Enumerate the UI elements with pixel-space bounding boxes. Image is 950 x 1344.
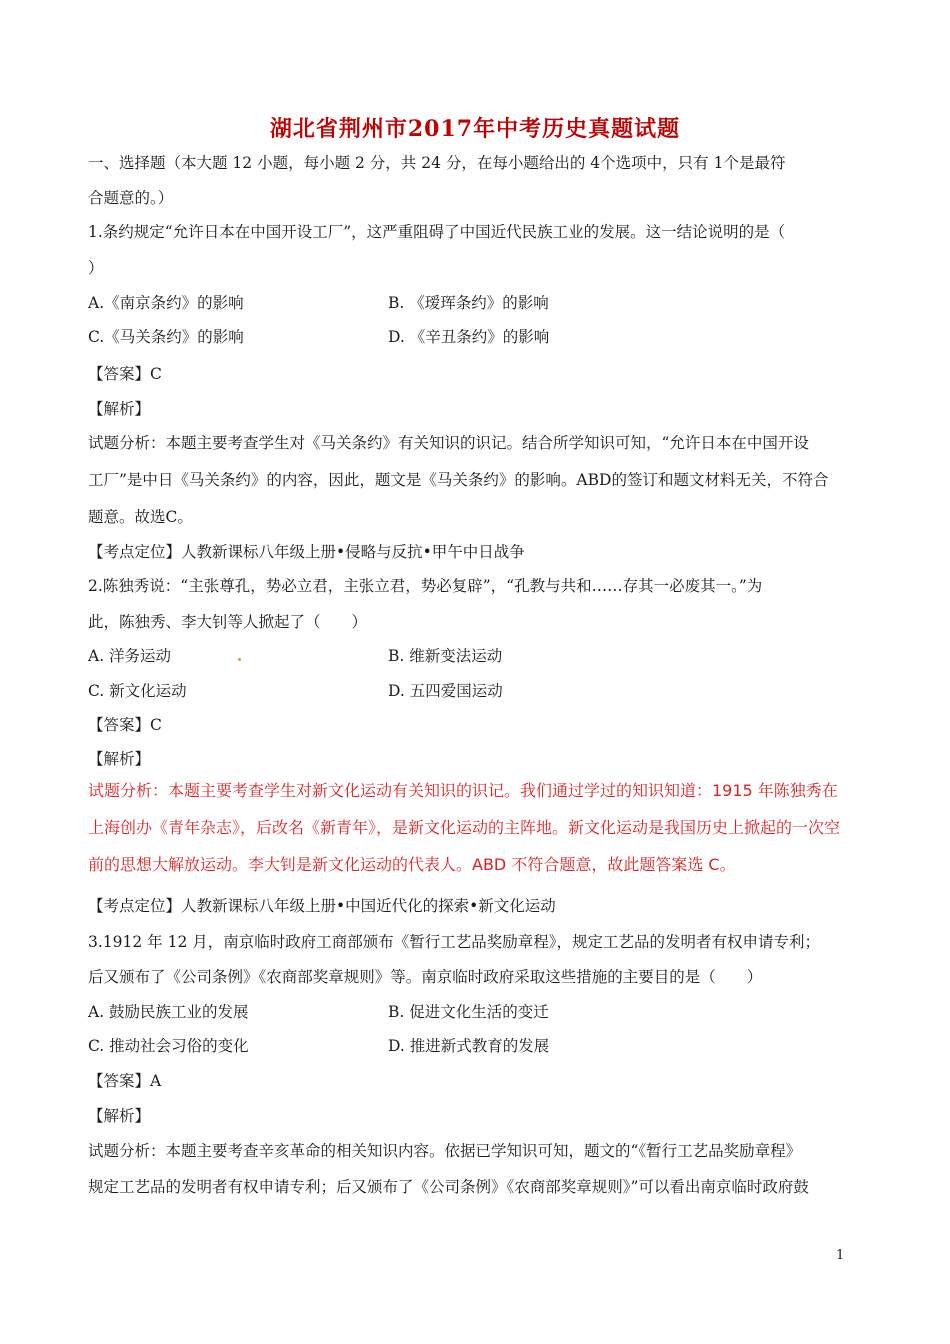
q3-jiexi-label: 【解析】: [88, 1107, 151, 1125]
q2-option-a: A. 洋务运动: [88, 647, 172, 665]
q2-analysis-line1: 试题分析：本题主要考查学生对新文化运动有关知识的识记。我们通过学过的知识知道：1915 年陈独秀在: [88, 781, 838, 800]
q3-analysis-line2: 规定工艺品的发明者有权申请专利；后又颁布了《公司条例》《农商部奖章规则》”可以看出南京临时政府鼓: [88, 1178, 809, 1196]
stray-dot: [238, 658, 241, 661]
q1-option-b: B. 《瑷珲条约》的影响: [388, 294, 549, 312]
q2-kaodian: 【考点定位】人教新课标八年级上册•中国近代化的探索•新文化运动: [88, 897, 556, 915]
q1-analysis-line3: 题意。故选C。: [88, 508, 193, 526]
q1-analysis-line2: 工厂”是中日《马关条约》的内容，因此，题文是《马关条约》的影响。ABD的签订和题文材料无关，不符合: [88, 471, 829, 489]
section-heading-line1: 一、选择题（本大题 12 小题，每小题 2 分，共 24 分，在每小题给出的 4个选项中，只有 1个是最符: [88, 154, 786, 172]
q1-option-d: D. 《辛丑条约》的影响: [388, 328, 550, 346]
q1-jiexi-label: 【解析】: [88, 400, 151, 418]
q2-analysis-line3: 前的思想大解放运动。李大钊是新文化运动的代表人。ABD 不符合题意，故此题答案选 C。: [88, 855, 736, 874]
q2-analysis-line2: 上海创办《青年杂志》，后改名《新青年》，是新文化运动的主阵地。新文化运动是我国历史上掀起的一次空: [88, 818, 841, 837]
q3-option-a: A. 鼓励民族工业的发展: [88, 1003, 249, 1021]
q3-stem-line1: 3.1912 年 12 月，南京临时政府工商部颁布《暂行工艺品奖励章程》，规定工艺品的发明者有权申请专利；: [88, 933, 820, 951]
q3-option-d: D. 推进新式教育的发展: [388, 1037, 550, 1055]
q2-jiexi-label: 【解析】: [88, 750, 151, 768]
q3-stem-line2: 后又颁布了《公司条例》《农商部奖章规则》等。南京临时政府采取这些措施的主要目的是（ ）: [88, 968, 763, 986]
q1-stem-line1: 1.条约规定“允许日本在中国开设工厂”，这严重阻碍了中国近代民族工业的发展。这一结论说明的是（: [88, 223, 786, 241]
q1-kaodian: 【考点定位】人教新课标八年级上册•侵略与反抗•甲午中日战争: [88, 543, 525, 561]
q2-stem-line2: 此，陈独秀、李大钊等人掀起了（ ）: [88, 613, 368, 631]
q1-option-c: C.《马关条约》的影响: [88, 328, 244, 346]
q1-answer: 【答案】C: [88, 365, 162, 383]
page-title: 湖北省荆州市2017年中考历史真题试题: [269, 116, 681, 142]
q2-answer: 【答案】C: [88, 716, 162, 734]
page-number: 1: [836, 1248, 845, 1263]
q1-analysis-line1: 试题分析：本题主要考查学生对《马关条约》有关知识的识记。结合所学知识可知，“允许日本在中国开设: [88, 434, 809, 452]
section-heading-line2: 合题意的。）: [88, 189, 174, 207]
q3-answer: 【答案】A: [88, 1072, 162, 1090]
q2-option-b: B. 维新变法运动: [388, 647, 503, 665]
q1-option-a: A.《南京条约》的影响: [88, 294, 244, 312]
q1-stem-line2: ）: [88, 259, 104, 277]
q2-option-c: C. 新文化运动: [88, 682, 187, 700]
q3-option-c: C. 推动社会习俗的变化: [88, 1037, 249, 1055]
q2-stem-line1: 2.陈独秀说：“主张尊孔，势必立君，主张立君，势必复辟”，“孔教与共和……存其一必废其一。”为: [88, 577, 763, 595]
q3-option-b: B. 促进文化生活的变迁: [388, 1003, 549, 1021]
q3-analysis-line1: 试题分析：本题主要考查辛亥革命的相关知识内容。依据已学知识可知，题文的“《暂行工艺品奖励章程》: [88, 1142, 802, 1160]
q2-option-d: D. 五四爱国运动: [388, 682, 503, 700]
